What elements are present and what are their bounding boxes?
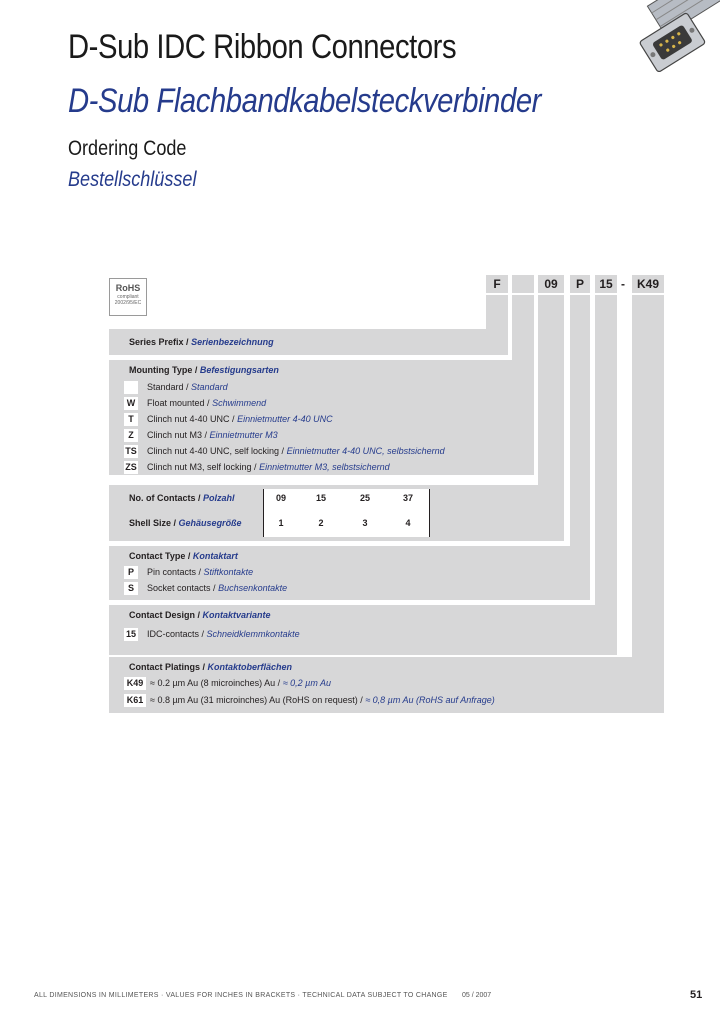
section-title: Ordering Code — [68, 137, 187, 160]
plating-option-en: ≈ 0.2 µm Au (8 microinches) Au / — [150, 678, 281, 688]
connector-strip-contact-design — [595, 295, 617, 655]
code-box-mounting — [512, 275, 534, 293]
mounting-option-de: Einnietmutter 4-40 UNC — [237, 414, 333, 424]
plating-option-de: ≈ 0,2 µm Au — [282, 678, 332, 688]
mounting-option-en: Clinch nut 4-40 UNC, self locking / — [147, 446, 285, 456]
plating-option-de: ≈ 0,8 µm Au (RoHS auf Anfrage) — [365, 695, 495, 705]
plating-code: K61 — [124, 694, 146, 707]
mounting-option-de: Standard — [191, 382, 228, 392]
series-prefix-label-en: Series Prefix / — [129, 337, 189, 347]
shell-size-cell: 3 — [362, 518, 368, 528]
mounting-code: TS — [125, 446, 137, 456]
contact-design-option-de: Schneidklemmkontakte — [206, 629, 300, 639]
mounting-option — [147, 382, 228, 392]
contacts-label-de: Polzahl — [203, 493, 235, 503]
mounting-code: ZS — [125, 462, 137, 472]
mounting-code: W — [124, 397, 138, 410]
page-number: 51 — [690, 989, 703, 1001]
table-divider — [429, 489, 430, 537]
contact-type-option-en: Socket contacts / — [147, 583, 216, 593]
mounting-option-de: Einnietmutter 4-40 UNC, selbstsichernd — [286, 446, 445, 456]
contact-platings-label-de: Kontaktoberflächen — [207, 662, 293, 672]
contact-type-option-de: Buchsenkontakte — [218, 583, 288, 593]
shell-size-label-en: Shell Size / — [129, 518, 177, 528]
shell-size-label-de: Gehäusegröße — [178, 518, 242, 528]
contact-design-label — [129, 610, 271, 620]
contact-platings-label — [129, 662, 292, 672]
series-prefix-label — [129, 337, 274, 347]
shell-size-cell: 4 — [405, 518, 411, 528]
contact-design-label-en: Contact Design / — [129, 610, 201, 620]
plating-code: K49 — [124, 677, 146, 690]
mounting-option — [147, 446, 445, 456]
mounting-option-en: Float mounted / — [147, 398, 210, 408]
table-divider — [263, 489, 264, 537]
contact-design-option — [147, 629, 300, 639]
code-box-plating: K49 — [632, 275, 664, 293]
mounting-type-label — [129, 365, 279, 375]
mounting-option-en: Clinch nut M3, self locking / — [147, 462, 257, 472]
contact-design-label-de: Kontaktvariante — [202, 610, 271, 620]
contact-design-option-en: IDC-contacts / — [147, 629, 205, 639]
mounting-code: T — [124, 413, 138, 426]
contacts-label — [129, 493, 235, 503]
shell-size-cell: 1 — [278, 518, 284, 528]
contact-type-option-en: Pin contacts / — [147, 567, 202, 577]
contact-count-cell: 15 — [315, 493, 326, 503]
mounting-option — [147, 430, 278, 440]
mounting-option — [147, 414, 333, 424]
mounting-type-label-en: Mounting Type / — [129, 365, 198, 375]
connector-strip-plating — [632, 295, 664, 713]
contact-count-cell: 09 — [275, 493, 286, 503]
code-box-contact-design: 15 — [595, 275, 617, 293]
code-box-prefix: F — [486, 275, 508, 293]
contact-type-option — [147, 583, 287, 593]
mounting-option-en: Clinch nut M3 / — [147, 430, 208, 440]
rohs-logo-subtext: compliant — [117, 294, 139, 300]
shell-size-label — [129, 518, 242, 528]
code-box-contact-type: P — [570, 275, 590, 293]
series-prefix-label-de: Serienbezeichnung — [191, 337, 274, 347]
mounting-code — [124, 381, 138, 394]
section-title-german: Bestellschlüssel — [68, 168, 197, 191]
contact-type-option-de: Stiftkontakte — [203, 567, 254, 577]
contact-count-cell: 37 — [402, 493, 413, 503]
page-title: D-Sub IDC Ribbon Connectors — [68, 28, 457, 66]
footer-note: ALL DIMENSIONS IN MILLIMETERS · VALUES FOR INCHES IN BRACKETS · TECHNICAL DATA SUBJECT TO CHANGE — [34, 992, 448, 999]
rohs-logo-text: RoHS — [115, 283, 141, 293]
mounting-code: Z — [124, 429, 138, 442]
mounting-option — [147, 462, 390, 472]
mounting-option-en: Clinch nut 4-40 UNC / — [147, 414, 235, 424]
rohs-logo-directive: 2002/95/EC — [114, 300, 142, 306]
mounting-type-label-de: Befestigungsarten — [199, 365, 279, 375]
footer-date: 05 / 2007 — [462, 992, 492, 999]
code-dash: - — [621, 277, 625, 291]
contact-platings-label-en: Contact Platings / — [129, 662, 206, 672]
contact-type-code: S — [124, 582, 138, 595]
contact-type-label — [129, 551, 238, 561]
contact-type-code: P — [124, 566, 138, 579]
plating-option-en: ≈ 0.8 µm Au (31 microinches) Au (RoHS on request) / — [150, 695, 363, 705]
plating-option — [150, 695, 495, 705]
shell-size-cell: 2 — [318, 518, 324, 528]
contact-type-label-de: Kontaktart — [192, 551, 238, 561]
mounting-option-en: Standard / — [147, 382, 189, 392]
dsub-connector-image — [638, 0, 720, 72]
contact-type-label-en: Contact Type / — [129, 551, 191, 561]
plating-option — [150, 678, 331, 688]
contact-count-cell: 25 — [359, 493, 370, 503]
contacts-label-en: No. of Contacts / — [129, 493, 201, 503]
mounting-option-de: Schwimmend — [212, 398, 267, 408]
contact-design-code: 15 — [125, 629, 136, 639]
mounting-option — [147, 398, 266, 408]
contact-type-option — [147, 567, 253, 577]
code-box-contacts: 09 — [538, 275, 564, 293]
mounting-option-de: Einnietmutter M3, selbstsichernd — [259, 462, 390, 472]
rohs-logo — [109, 278, 147, 316]
mounting-option-de: Einnietmutter M3 — [209, 430, 278, 440]
page-title-german: D-Sub Flachbandkabelsteckverbinder — [68, 82, 541, 120]
